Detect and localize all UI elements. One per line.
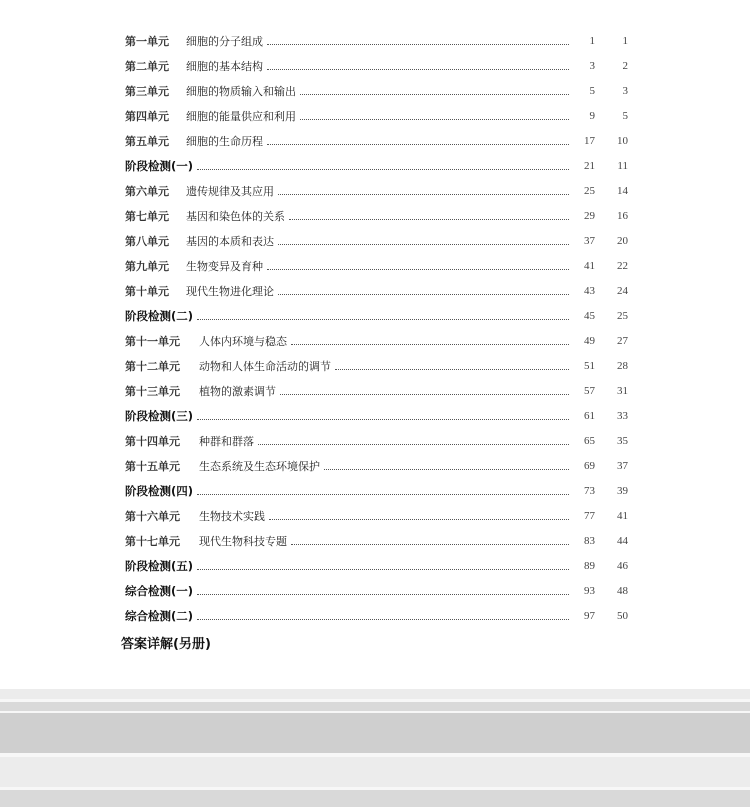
- toc-page-number: 41: [584, 260, 595, 272]
- toc-answer-page-number: 3: [622, 85, 628, 97]
- toc-title: 细胞的基本结构: [186, 60, 263, 73]
- toc-page-number: 17: [584, 135, 595, 147]
- toc-answer-page-number: 27: [617, 335, 628, 347]
- toc-answer-page-number: 24: [617, 285, 628, 297]
- toc-page-number: 45: [584, 310, 595, 322]
- toc-leader-dots: [289, 219, 569, 220]
- toc-row: [125, 554, 635, 579]
- toc-leader-dots: [267, 69, 569, 70]
- toc-title: 基因的本质和表达: [186, 235, 274, 248]
- toc-row: [125, 129, 635, 154]
- toc-unit-label: 第六单元: [125, 185, 169, 198]
- toc-answer-page-number: 33: [617, 410, 628, 422]
- toc-leader-dots: [278, 194, 569, 195]
- toc-page-number: 97: [584, 610, 595, 622]
- footer-band-bottom: [0, 757, 750, 787]
- toc-leader-dots: [197, 569, 569, 570]
- toc-title: 细胞的物质输入和输出: [186, 85, 296, 98]
- toc-unit-label: 第八单元: [125, 235, 169, 248]
- toc-leader-dots: [197, 619, 569, 620]
- toc-unit-label: 第五单元: [125, 135, 169, 148]
- toc-page-number: 83: [584, 535, 595, 547]
- toc-unit-label: 第四单元: [125, 110, 169, 123]
- toc-answer-page-number: 39: [617, 485, 628, 497]
- toc-leader-dots: [197, 594, 569, 595]
- toc-answer-page-number: 46: [617, 560, 628, 572]
- toc-unit-label: 第十三单元: [125, 385, 180, 398]
- footer-band-main: [0, 713, 750, 753]
- toc-unit-label: 第一单元: [125, 35, 169, 48]
- footer-band-end: [0, 790, 750, 807]
- toc-page-number: 1: [589, 35, 595, 47]
- toc-unit-label: 第七单元: [125, 210, 169, 223]
- toc-unit-label: 第二单元: [125, 60, 169, 73]
- toc-row: [125, 504, 635, 529]
- toc-leader-dots: [197, 494, 569, 495]
- toc-leader-dots: [269, 519, 569, 520]
- toc-answer-page-number: 35: [617, 435, 628, 447]
- toc-page-number: 77: [584, 510, 595, 522]
- toc-leader-dots: [258, 444, 569, 445]
- toc-row: [125, 104, 635, 129]
- toc-answer-page-number: 50: [617, 610, 628, 622]
- toc-row: [125, 229, 635, 254]
- toc-answer-page-number: 20: [617, 235, 628, 247]
- toc-leader-dots: [280, 394, 569, 395]
- toc-unit-label: 第三单元: [125, 85, 169, 98]
- toc-title: 现代生物进化理论: [186, 285, 274, 298]
- toc-unit-label: 阶段检测(二): [125, 309, 194, 323]
- toc-answer-page-number: 2: [622, 60, 628, 72]
- toc-leader-dots: [291, 544, 569, 545]
- toc-title: 基因和染色体的关系: [186, 210, 285, 223]
- toc-title: 遗传规律及其应用: [186, 185, 274, 198]
- toc-unit-label: 第十一单元: [125, 335, 180, 348]
- toc-page-number: 93: [584, 585, 595, 597]
- toc-title: 动物和人体生命活动的调节: [199, 360, 331, 373]
- toc-unit-label: 综合检测(二): [125, 609, 194, 623]
- toc-row: [125, 254, 635, 279]
- toc-leader-dots: [197, 419, 569, 420]
- toc-row: [125, 29, 635, 54]
- toc-answer-page-number: 16: [617, 210, 628, 222]
- toc-unit-label: 阶段检测(三): [125, 409, 194, 423]
- toc-answer-page-number: 41: [617, 510, 628, 522]
- toc-leader-dots: [278, 244, 569, 245]
- toc-row: [125, 354, 635, 379]
- footer-band-top: [0, 689, 750, 699]
- toc-answer-page-number: 22: [617, 260, 628, 272]
- toc-answer-page-number: 10: [617, 135, 628, 147]
- toc-row: [125, 604, 635, 629]
- toc-leader-dots: [267, 269, 569, 270]
- toc-page-number: 3: [589, 60, 595, 72]
- toc-title: 生物变异及育种: [186, 260, 263, 273]
- toc-leader-dots: [267, 44, 569, 45]
- toc-row: [125, 579, 635, 604]
- toc-title: 生态系统及生态环境保护: [199, 460, 320, 473]
- toc-answer-page-number: 28: [617, 360, 628, 372]
- toc-answer-page-number: 48: [617, 585, 628, 597]
- toc-answer-page-number: 11: [617, 160, 628, 172]
- toc-page-number: 43: [584, 285, 595, 297]
- toc-leader-dots: [197, 319, 569, 320]
- toc-unit-label: 第十七单元: [125, 535, 180, 548]
- toc-unit-label: 第十五单元: [125, 460, 180, 473]
- toc-unit-label: 阶段检测(一): [125, 159, 194, 173]
- toc-unit-label: 第十单元: [125, 285, 169, 298]
- toc-title: 细胞的能量供应和利用: [186, 110, 296, 123]
- toc-answer-page-number: 31: [617, 385, 628, 397]
- toc-page-number: 29: [584, 210, 595, 222]
- toc-page-number: 57: [584, 385, 595, 397]
- toc-unit-label: 第九单元: [125, 260, 169, 273]
- toc-page-number: 65: [584, 435, 595, 447]
- toc-page-number: 25: [584, 185, 595, 197]
- toc-row: [125, 529, 635, 554]
- toc-page-number: 69: [584, 460, 595, 472]
- toc-leader-dots: [335, 369, 569, 370]
- toc-answer-page-number: 1: [622, 35, 628, 47]
- toc-unit-label: 阶段检测(四): [125, 484, 194, 498]
- toc-leader-dots: [324, 469, 569, 470]
- toc-page-number: 73: [584, 485, 595, 497]
- toc-unit-label: 阶段检测(五): [125, 559, 194, 573]
- toc-row: [125, 279, 635, 304]
- toc-page-number: 37: [584, 235, 595, 247]
- toc-leader-dots: [300, 119, 569, 120]
- toc-page-number: 49: [584, 335, 595, 347]
- toc-title: 种群和群落: [199, 435, 254, 448]
- toc-leader-dots: [197, 169, 569, 170]
- footer-band-mid: [0, 702, 750, 711]
- toc-title: 生物技术实践: [199, 510, 265, 523]
- toc-row: [125, 154, 635, 179]
- toc-title: 人体内环境与稳态: [199, 335, 287, 348]
- toc-leader-dots: [291, 344, 569, 345]
- toc-answer-page-number: 14: [617, 185, 628, 197]
- toc-title: 植物的激素调节: [199, 385, 276, 398]
- toc-leader-dots: [267, 144, 569, 145]
- toc-unit-label: 第十四单元: [125, 435, 180, 448]
- toc-title: 现代生物科技专题: [199, 535, 287, 548]
- toc-row: [125, 379, 635, 404]
- toc-unit-label: 综合检测(一): [125, 584, 194, 598]
- toc-unit-label: 第十二单元: [125, 360, 180, 373]
- answers-note: 答案详解(另册): [121, 637, 211, 652]
- toc-page-number: 61: [584, 410, 595, 422]
- toc-row: [125, 479, 635, 504]
- toc-row: [125, 329, 635, 354]
- toc-leader-dots: [278, 294, 569, 295]
- toc-title: 细胞的分子组成: [186, 35, 263, 48]
- toc-page-number: 9: [589, 110, 595, 122]
- toc-row: [125, 429, 635, 454]
- toc-page-number: 89: [584, 560, 595, 572]
- toc-unit-label: 第十六单元: [125, 510, 180, 523]
- toc-row: [125, 454, 635, 479]
- toc-title: 细胞的生命历程: [186, 135, 263, 148]
- toc-answer-page-number: 44: [617, 535, 628, 547]
- toc-answer-page-number: 5: [622, 110, 628, 122]
- toc-leader-dots: [300, 94, 569, 95]
- toc-row: [125, 204, 635, 229]
- toc-page-number: 5: [589, 85, 595, 97]
- table-of-contents: [125, 29, 635, 629]
- toc-answer-page-number: 37: [617, 460, 628, 472]
- toc-page-number: 21: [584, 160, 595, 172]
- toc-page-number: 51: [584, 360, 595, 372]
- toc-row: [125, 54, 635, 79]
- toc-row: [125, 404, 635, 429]
- toc-answer-page-number: 25: [617, 310, 628, 322]
- toc-row: [125, 79, 635, 104]
- toc-row: [125, 304, 635, 329]
- toc-row: [125, 179, 635, 204]
